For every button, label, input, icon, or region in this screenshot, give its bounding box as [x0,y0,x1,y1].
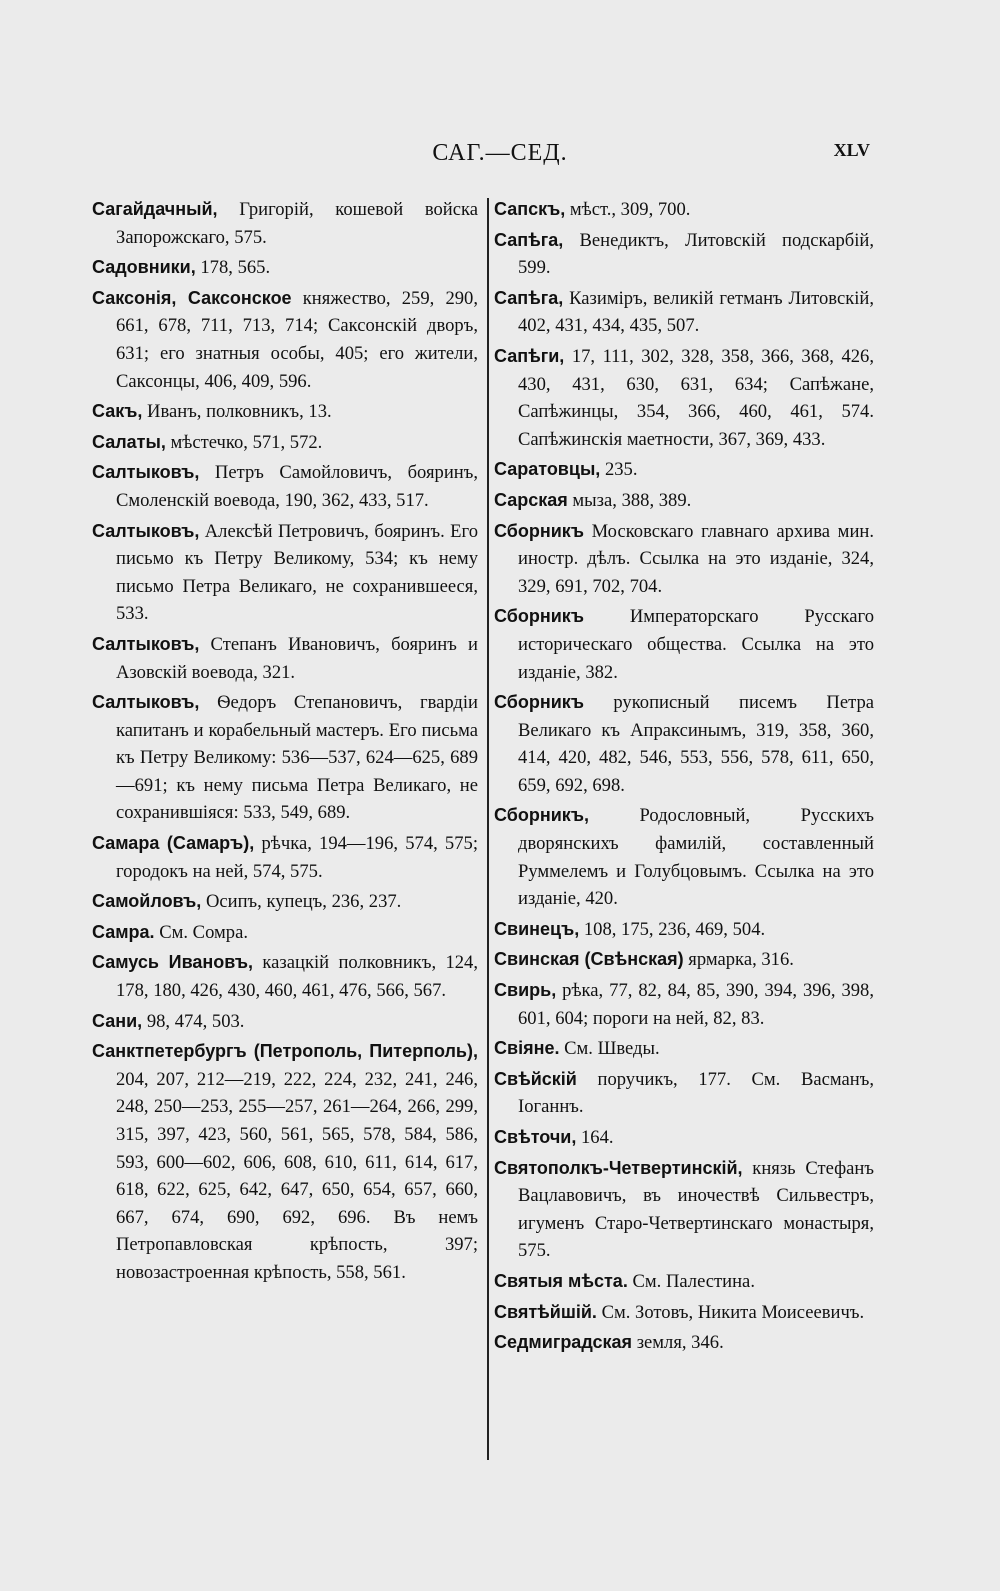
page-number: XLV [833,140,870,160]
index-entry [494,487,874,515]
index-entry [92,285,478,395]
index-entry [494,689,874,799]
page-header [0,140,1000,176]
entry-headword: Сани, [92,1010,143,1031]
entry-text: Григорій, кошевой войска Запорожскаго, 575. [116,199,478,248]
entry-headword: Сапѣга, [494,229,564,250]
entry-text: Родословный, Русскихъ дворянскихъ фамилій, составленный Руммелемъ и Голубцовымъ. Ссылка на это изданіе, 420. [518,805,874,910]
entry-headword: Сборникъ [494,606,584,627]
index-entry [494,1329,874,1357]
entry-text: Алексѣй Петровичъ, бояринъ. Его письмо къ Петру Великому, 534; къ нему письмо Петра Великаго, не сохранившееся, 533. [116,520,478,625]
entry-text: Московскаго главнаго архива мин. иностр. дѣлъ. Ссылка на это изданіе, 324, 329, 691, 702, 704. [518,520,874,597]
index-entry [494,1299,874,1327]
index-entry [494,916,874,944]
entry-headword: Салтыковъ, [92,462,200,483]
index-entry [92,459,478,514]
entry-headword: Святѣйшій. [494,1301,597,1322]
index-entry [92,1008,478,1036]
entry-text: См. Сомра. [154,921,248,943]
entry-text: 235. [600,459,638,481]
index-entry [494,1035,874,1063]
entry-headword: Сапскъ, [494,199,566,219]
entry-headword: Санктпетербургъ (Петрополь, Питерполь), [92,1041,478,1062]
entry-headword: Садовники, [92,257,196,278]
entry-headword: Святополкъ-Четвертинскій, [494,1157,743,1178]
entry-headword: Самусь Ивановъ, [92,952,254,973]
index-entry [92,196,478,251]
entry-text: Императорскаго Русскаго историческаго общества. Ссылка на это изданіе, 382. [518,606,874,683]
entry-headword: Свѣйскій [494,1068,577,1089]
index-entry [92,888,478,916]
entry-text: См. Зотовъ, Никита Моисеевичъ. [596,1301,865,1323]
index-entry [92,689,478,827]
entry-headword: Сакъ, [92,401,143,422]
entry-text: мыза, 388, 389. [567,489,692,511]
index-entry [92,919,478,947]
entry-headword: Самара (Самаръ), [92,833,255,854]
entry-text: рѣка, 77, 82, 84, 85, 390, 394, 396, 398, 601, 604; пороги на ней, 82, 83. [518,980,874,1029]
index-entry [92,429,478,457]
entry-headword: Свирь, [494,980,557,1001]
entry-text: мѣст., 309, 700. [565,199,691,220]
index-entry [92,1038,478,1286]
index-entry [92,631,478,686]
entry-headword: Свіяне. [494,1038,560,1059]
entry-headword: Сапѣги, [494,345,565,366]
entry-headword: Свѣточи, [494,1127,577,1147]
entry-text: Осипъ, купецъ, 236, 237. [201,891,402,913]
index-entry [494,1124,874,1152]
index-entry [494,1268,874,1296]
entry-headword: Сборникъ [494,520,584,541]
entry-text: 204, 207, 212—219, 222, 224, 232, 241, 246, 248, 250—253, 255—257, 261—264, 266, 299, 315, 397, 423, 560, 561, 565, 578, 584, 586, 593, 600—602, 606, 608, 610, 611, 614, 617, 618, 622, 625, 642, 647, 650, 654, 657, 660, 667, 674, 690, 692, 696. Въ немъ Петропавловская крѣпость, 397; новозастроенная крѣпость, 558, 561. [116,1068,478,1283]
column-divider [487,198,489,1460]
index-entry [494,603,874,686]
entry-headword: Святыя мѣста. [494,1270,628,1291]
entry-headword: Саратовцы, [494,459,601,480]
left-column [92,196,478,1290]
entry-text: поручикъ, 177. См. Васманъ, Іоганнъ. [518,1068,874,1118]
entry-text: Казиміръ, великій гетманъ Литовскій, 402, 431, 434, 435, 507. [518,287,874,337]
entry-text: рѣчка, 194—196, 574, 575; городокъ на ней, 574, 575. [116,833,478,882]
index-entry [92,830,478,885]
entry-headword: Сарская [494,489,568,510]
index-entry [92,949,478,1004]
index-entry [494,196,874,224]
index-entry [494,977,874,1032]
index-entry [494,343,874,453]
index-entry [494,802,874,912]
entry-headword: Сборникъ, [494,805,589,826]
entry-headword: Седмиградская [494,1332,633,1353]
entry-headword: Сапѣга, [494,287,564,308]
entry-text: князь Стефанъ Вацлавовичъ, въ иночествѣ Сильвестръ, игуменъ Старо-Четвертинскаго монастыря, 575. [518,1157,874,1262]
entry-text: ярмарка, 316. [683,949,794,971]
index-entry [92,254,478,282]
entry-text: Ѳедоръ Степановичъ, гвардіи капитанъ и корабельный мастеръ. Его письма къ Петру Великому: 536—537, 624—625, 689—691; къ нему письма Петра Великаго, не сохранившіяся: 533, 549, 689. [116,692,478,824]
index-entry [494,946,874,974]
entry-text: 98, 474, 503. [142,1010,245,1032]
entry-headword: Сборникъ [494,692,584,713]
entry-headword: Свинская (Свѣнская) [494,949,684,970]
entry-text: мѣстечко, 571, 572. [165,431,323,453]
index-entry [92,398,478,426]
entry-headword: Салтыковъ, [92,692,200,713]
entry-text: Степанъ Ивановичъ, бояринъ и Азовскій воевода, 321. [116,633,478,683]
entry-headword: Салтыковъ, [92,520,200,541]
running-title: САГ.—СЕД. [432,140,568,166]
entry-text: Петръ Самойловичъ, бояринъ, Смоленскій воевода, 190, 362, 433, 517. [116,462,478,511]
entry-text: См. Палестина. [627,1270,755,1292]
entry-text: Иванъ, полковникъ, 13. [142,401,332,423]
entry-text: 108, 175, 236, 469, 504. [579,918,766,940]
index-entry [494,518,874,601]
entry-text: казацкій полковникъ, 124, 178, 180, 426, 430, 460, 461, 476, 566, 567. [116,952,478,1002]
entry-text: княжество, 259, 290, 661, 678, 711, 713, 714; Саксонскій дворъ, 631; его знатныя особы, 405; его жители, Саксонцы, 406, 409, 596. [116,287,478,392]
index-entry [92,518,478,628]
entry-text: 178, 565. [195,257,271,279]
entry-headword: Свинецъ, [494,918,580,939]
index-entry [494,1066,874,1121]
entry-headword: Самойловъ, [92,891,202,912]
index-entry [494,227,874,282]
entry-headword: Сагайдачный, [92,199,218,219]
index-entry [494,456,874,484]
entry-headword: Салаты, [92,431,166,452]
entry-headword: Саксонія, Саксонское [92,287,292,308]
index-entry [494,1155,874,1265]
entry-text: См. Шведы. [559,1038,660,1060]
entry-text: земля, 346. [632,1332,724,1354]
entry-text: 164. [576,1127,614,1148]
entry-text: 17, 111, 302, 328, 358, 366, 368, 426, 430, 431, 630, 631, 634; Сапѣжане, Сапѣжинцы, 354, 366, 460, 461, 574. Сапѣжинскія маетности, 367, 369, 433. [518,345,874,450]
right-column [494,196,874,1360]
entry-text: Венедиктъ, Литовскій подскарбій, 599. [518,229,874,279]
entry-headword: Самра. [92,921,155,942]
entry-text: рукописный писемъ Петра Великаго къ Апраксинымъ, 319, 358, 360, 414, 420, 482, 546, 553, 556, 578, 611, 650, 659, 692, 698. [518,692,874,796]
entry-headword: Салтыковъ, [92,633,200,654]
index-entry [494,285,874,340]
